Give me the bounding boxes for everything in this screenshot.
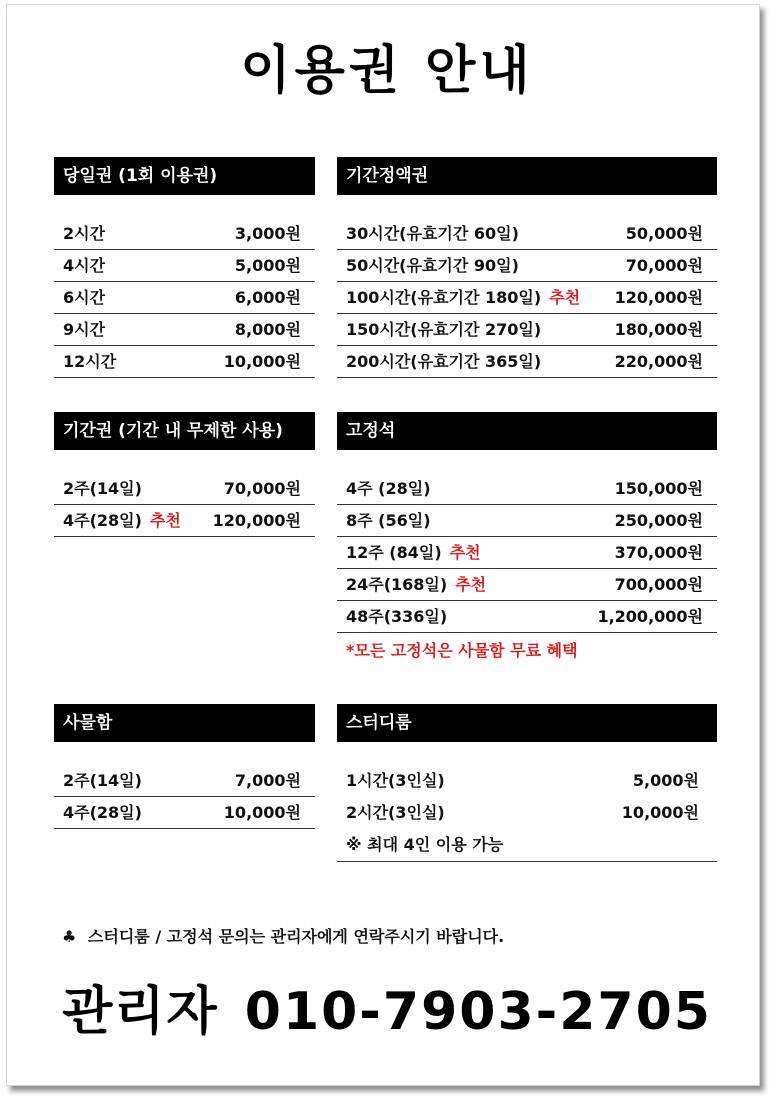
price-list bbox=[54, 473, 315, 537]
section-header: 기간권 (기간 내 무제한 사용) bbox=[54, 412, 315, 450]
section-locker bbox=[54, 704, 315, 829]
item-name: 6시간 bbox=[63, 287, 106, 307]
item-name: 4주 (28일) bbox=[346, 478, 431, 498]
section-fixed-seat bbox=[337, 412, 717, 669]
item-name: 30시간(유효기간 60일) bbox=[346, 223, 519, 243]
section-study-room bbox=[337, 704, 717, 862]
item-price: 8,000원 bbox=[234, 319, 301, 339]
item-price: 180,000원 bbox=[614, 319, 703, 339]
item-price: 10,000원 bbox=[223, 802, 301, 822]
item-price: 70,000원 bbox=[625, 255, 703, 275]
study-room-note: ※ 최대 4인 이용 가능 bbox=[337, 829, 717, 862]
item-name: 9시간 bbox=[63, 319, 106, 339]
item-name: 4주(28일) bbox=[63, 802, 142, 822]
item-price: 220,000원 bbox=[614, 351, 703, 371]
price-row bbox=[54, 473, 315, 505]
item-name: 48주(336일) bbox=[346, 606, 448, 626]
item-name: 50시간(유효기간 90일) bbox=[346, 255, 519, 275]
item-name: 2시간 bbox=[63, 223, 106, 243]
item-name: 4주(28일) bbox=[63, 510, 142, 530]
item-price: 70,000원 bbox=[223, 478, 301, 498]
item-name: 2주(14일) bbox=[63, 770, 142, 790]
item-price: 120,000원 bbox=[614, 287, 703, 307]
item-name: 4시간 bbox=[63, 255, 106, 275]
price-row bbox=[54, 314, 315, 346]
price-row bbox=[337, 537, 717, 569]
price-row bbox=[337, 473, 717, 505]
item-price: 700,000원 bbox=[614, 574, 703, 594]
price-row bbox=[337, 765, 717, 797]
price-row bbox=[54, 218, 315, 250]
inquiry-note bbox=[62, 924, 504, 947]
price-row bbox=[54, 505, 315, 537]
item-name: 8주 (56일) bbox=[346, 510, 431, 530]
section-daily bbox=[54, 157, 315, 378]
recommend-badge: 추천 bbox=[149, 510, 181, 530]
recommend-badge: 추천 bbox=[449, 542, 481, 562]
item-price: 3,000원 bbox=[234, 223, 301, 243]
price-row bbox=[337, 282, 717, 314]
item-price: 50,000원 bbox=[625, 223, 703, 243]
price-row bbox=[337, 797, 717, 829]
section-header: 기간정액권 bbox=[337, 157, 717, 195]
price-list bbox=[337, 473, 717, 669]
price-row bbox=[337, 314, 717, 346]
item-name: 12주 (84일) bbox=[346, 542, 442, 562]
price-row bbox=[337, 601, 717, 633]
price-row bbox=[337, 569, 717, 601]
club-icon: ♣ bbox=[62, 927, 77, 946]
page-title: 이용권 안내 bbox=[240, 41, 534, 101]
item-name: 150시간(유효기간 270일) bbox=[346, 319, 542, 339]
price-list bbox=[337, 765, 717, 862]
item-name: 2주(14일) bbox=[63, 478, 142, 498]
item-name: 24주(168일) bbox=[346, 574, 448, 594]
item-price: 10,000원 bbox=[621, 803, 699, 822]
price-list bbox=[337, 218, 717, 378]
recommend-badge: 추천 bbox=[455, 574, 487, 594]
item-name: 2시간(3인실) bbox=[346, 803, 445, 822]
price-row bbox=[337, 505, 717, 537]
price-row bbox=[337, 346, 717, 378]
item-price: 10,000원 bbox=[223, 351, 301, 371]
item-price: 120,000원 bbox=[212, 510, 301, 530]
contact-line bbox=[0, 980, 774, 1044]
contact-phone: 010-7903-2705 bbox=[244, 982, 712, 1042]
section-header: 스터디룸 bbox=[337, 704, 717, 742]
price-list bbox=[54, 218, 315, 378]
price-row bbox=[54, 250, 315, 282]
section-period-fixed bbox=[337, 157, 717, 378]
item-name: 100시간(유효기간 180일) bbox=[346, 287, 542, 307]
item-name: 12시간 bbox=[63, 351, 117, 371]
inquiry-text: 스터디룸 / 고정석 문의는 관리자에게 연락주시기 바랍니다. bbox=[87, 927, 505, 946]
item-price: 5,000원 bbox=[234, 255, 301, 275]
item-price: 6,000원 bbox=[234, 287, 301, 307]
item-price: 7,000원 bbox=[234, 770, 301, 790]
item-name: 1시간(3인실) bbox=[346, 771, 445, 790]
price-row bbox=[54, 797, 315, 829]
section-header: 고정석 bbox=[337, 412, 717, 450]
contact-label: 관리자 bbox=[62, 982, 219, 1042]
price-list bbox=[54, 765, 315, 829]
price-row bbox=[54, 765, 315, 797]
fixed-seat-note: *모든 고정석은 사물함 무료 혜택 bbox=[346, 641, 578, 660]
section-period-unlimited bbox=[54, 412, 315, 537]
item-price: 150,000원 bbox=[614, 478, 703, 498]
price-row bbox=[54, 282, 315, 314]
item-price: 370,000원 bbox=[614, 542, 703, 562]
recommend-badge: 추천 bbox=[549, 287, 581, 307]
price-row bbox=[54, 346, 315, 378]
section-header: 사물함 bbox=[54, 704, 315, 742]
price-row bbox=[337, 218, 717, 250]
price-row bbox=[337, 250, 717, 282]
item-price: 250,000원 bbox=[614, 510, 703, 530]
item-price: 1,200,000원 bbox=[597, 606, 703, 626]
item-name: 200시간(유효기간 365일) bbox=[346, 351, 542, 371]
item-price: 5,000원 bbox=[632, 771, 699, 790]
section-header: 당일권 (1회 이용권) bbox=[54, 157, 315, 195]
